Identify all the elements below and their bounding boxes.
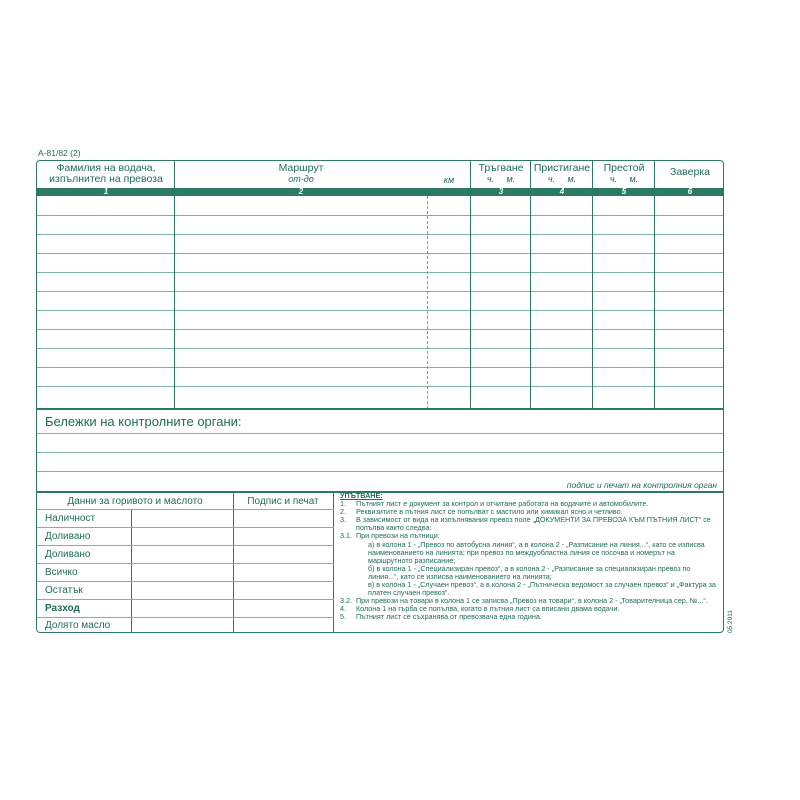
instruction-subitem: в) в колона 1 - „Случаен превоз“, а в колона 2 - „Пътническа ведомост за случаен превоз“ и „Фактура за платен случаен превоз“. [368, 580, 716, 598]
fuel-row-available: Наличност [45, 513, 96, 524]
instructions-title: УПЪТВАНЕ: [340, 491, 383, 500]
instruction-item: 1. Пътният лист е документ за контрол и отчитане работата на водачите и автомобилите. [340, 499, 649, 509]
instruction-item: 3.2. При превози на товари в колона 1 се записва „Превоз на товари“, в колона 2 - „Товарителница сер. №...“. [340, 596, 708, 606]
header-route-label: Маршрут [278, 162, 324, 174]
fuel-row-consumption: Разход [45, 603, 80, 614]
fuel-row-oil: Долято масло [45, 620, 111, 631]
column-number-bar [37, 188, 723, 196]
instruction-item: 3.1. При превози на пътници: [340, 531, 440, 541]
instruction-subitem: а) в колона 1 - „Превоз по автобусна линия“, а в колона 2 - „Разписание на линия...“, като се изписва наименованието на линията; при превоз по междуобластна линия се посочва и номерът на маршрутното разписание; [368, 539, 705, 565]
col-num-5: 5 [621, 187, 627, 196]
instruction-item: 5. Пътният лист се съхранява от превозвача една година. [340, 612, 542, 622]
header-idle-label: Престой [603, 162, 645, 174]
header-km: км [443, 175, 455, 185]
instruction-item: 4. Колона 1 на гърба се попълва, когато в пътния лист са вписани двама водачи. [340, 604, 620, 614]
instructions-block [340, 492, 720, 622]
header-idle-time: ч. м. [609, 174, 639, 184]
col-num-4: 4 [559, 187, 565, 196]
fuel-row-remaining: Остатък [45, 585, 83, 596]
edition-label: 05.2011 [727, 610, 734, 634]
control-signature-label: подпис и печат на контролния орган [566, 480, 717, 490]
header-driver: Фамилия на водача, изпълнител на превоза [49, 162, 163, 185]
header-cert: Заверка [670, 166, 710, 178]
header-depart-time: ч. м. [486, 174, 516, 184]
col-num-2: 2 [298, 187, 304, 196]
fuel-row-refill-2: Доливано [45, 549, 91, 560]
fuel-row-refill-1: Доливано [45, 531, 91, 542]
fuel-sign-title: Подпис и печат [247, 496, 319, 507]
instruction-item: 3. В зависимост от вида на изпълнявания превоз поле „ДОКУМЕНТИ ЗА ПРЕВОЗА КЪМ ПЪТНИЯ ЛИСТ“ се попълва както следва: [340, 515, 711, 533]
notes-title: Бележки на контролните органи: [45, 414, 242, 429]
instruction-item: 2. Реквизитите в пътния лист се попълват с мастило или химикал ясно и четливо. [340, 507, 623, 517]
header-route-sub: от-до [288, 174, 314, 184]
form-code: A-81/82 (2) [38, 148, 81, 158]
header-arrive-time: ч. м. [547, 174, 577, 184]
fuel-title: Данни за горивото и маслото [67, 496, 203, 507]
col-num-6: 6 [687, 187, 693, 196]
col-num-3: 3 [498, 187, 504, 196]
header-depart-label: Тръгване [478, 162, 524, 174]
col-num-1: 1 [103, 187, 109, 196]
instruction-subitem: б) в колона 1 - „Специализиран превоз“, а в колона 2 - „Разписание за специализиран превоз по линия...“, като се изписва наименованието на линията; [368, 563, 691, 581]
fuel-row-total: Всичко [45, 567, 78, 578]
header-arrive-label: Пристигане [533, 162, 591, 174]
